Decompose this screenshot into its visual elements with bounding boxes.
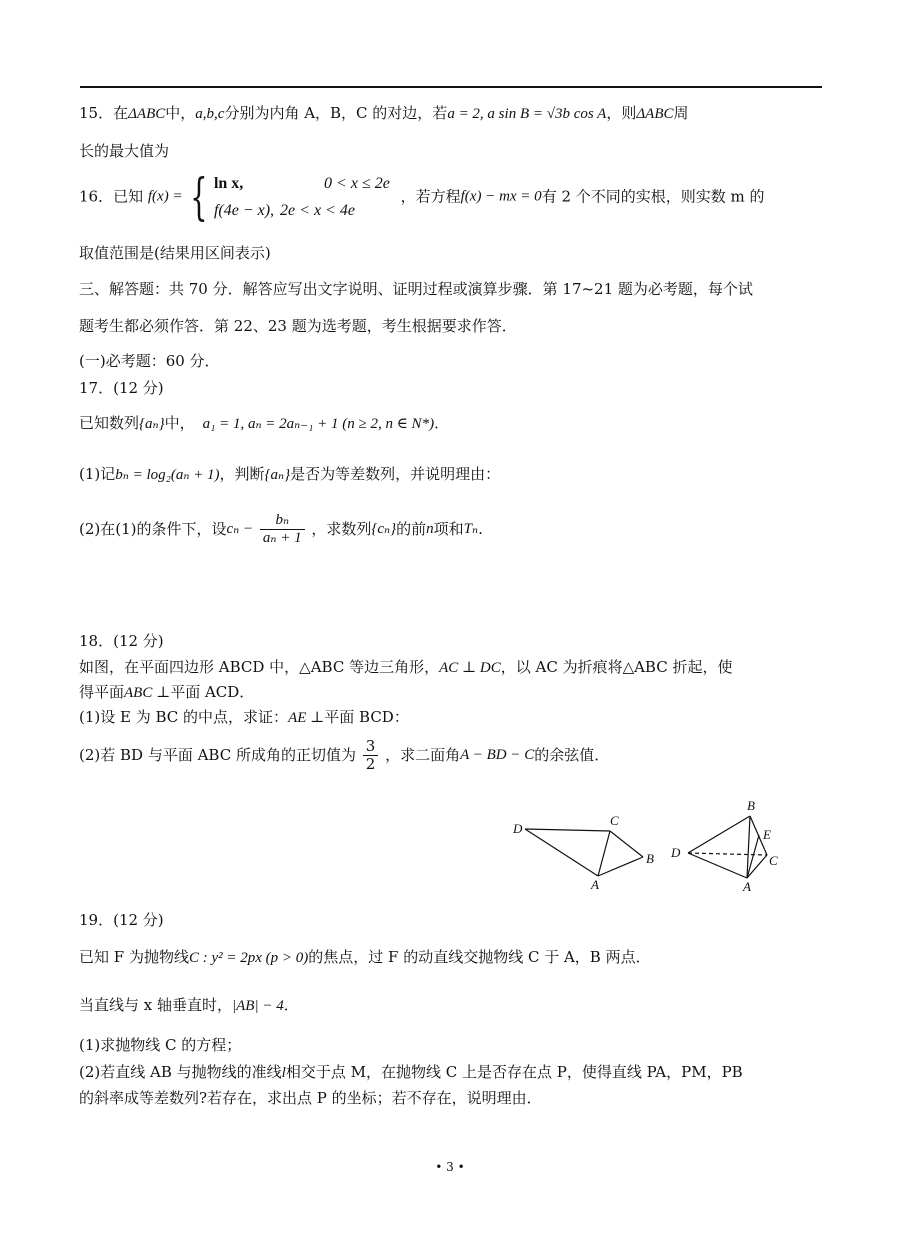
q17-stem-b: 中， [164,414,195,432]
q19-cond-equation: |AB| − 4 [232,998,284,1014]
q18-p2-b: ，求二面角 [385,745,461,764]
fig-label-b2: B [747,798,755,813]
q16-number: 16．已知 [79,187,144,206]
fig-label-c1: C [610,813,619,828]
q17-part2 [79,512,823,547]
q17-part1 [79,465,823,486]
edge-ab [598,857,643,876]
edge-db [688,816,750,853]
q15-triangle: ΔABC [128,106,166,122]
q18-stem2-a: 得平面 [79,683,125,701]
fig-label-d2: D [671,845,681,860]
q18-stem2-relation: ABC ⊥ [124,685,171,701]
q16-case1-cond: 0 < x ≤ 2e [324,175,390,192]
q17-recurrence: a₁ = 1, aₙ = 2aₙ₋₁ + 1 (n ≥ 2, n ∈ N*) [202,416,435,432]
q17-p2-a: (2)在(1)的条件下，设 [79,519,227,538]
q18-figure [505,795,790,900]
q16-text-b: 有 2 个不同的实根，则实数 m 的 [541,187,765,206]
q18-p1-relation: AE ⊥ [288,710,325,726]
q19-cond-b: ． [283,996,299,1014]
section3-line2: 题考生都必须作答．第 22、23 题为选考题，考生根据要求作答． [79,317,517,335]
edge-ca [598,831,610,876]
q15-sides: a,b,c [195,106,225,122]
q15-text-d: ，则 [606,104,637,122]
q16-piecewise [214,170,396,224]
q19-stem [79,948,823,969]
q17-p2-T: Tₙ [463,520,479,537]
q16-case2-cond: 2e < x < 4e [280,202,355,220]
q17-p2-f: . [478,519,483,538]
q18-heading: 18．(12 分) [79,632,164,650]
q19-condition [79,996,823,1017]
figure-planar-quadrilateral [525,829,643,876]
q17-p2-c-label: cₙ − [226,520,254,537]
q17-p2-sequence: {cₙ} [371,520,397,537]
q15-number: 15． [79,104,114,122]
q16-case1-expr: ln x, [213,175,244,192]
q18-p2-numerator: 3 [363,738,379,756]
q18-p2-angle: A − BD − C [460,746,535,763]
q19-p2-b: 相交于点 M，在抛物线 C 上是否存在点 P，使得直线 PA，PM，PB [285,1063,743,1081]
q17-p2-n: n [426,520,434,537]
fig-label-a2: A [743,879,751,894]
q19-heading: 19．(12 分) [79,911,164,929]
q17-p2-fraction [260,512,305,547]
edge-dc [525,829,610,831]
q16-function-label: f(x) = [147,188,183,205]
fig-label-b1: B [646,851,654,866]
q18-p2-a: (2)若 BD 与平面 ABC 所成角的正切值为 [79,745,356,764]
q18-stem-line2 [79,683,823,704]
q17-p2-d: 的前 [396,519,427,538]
section3-line1: 三、解答题：共 70 分．解答应写出文字说明、证明过程或演算步骤．第 17~21 题为必考题，每个试 [79,280,753,298]
q18-p2-denominator: 2 [365,754,376,773]
q18-stem-line1 [79,658,823,679]
q16-line2: 取值范围是(结果用区间表示) [79,244,271,262]
q15-condition: a = 2, a sin B = √3b cos A [447,106,607,122]
q15-text-a: 在 [113,104,129,122]
q19-part2 [79,1063,823,1084]
q17-p2-numerator: bₙ [260,512,305,530]
q17-stem [79,414,823,435]
q15-triangle-2: ΔABC [636,106,674,122]
q17-p1-c: 是否为等差数列，并说明理由： [290,465,501,483]
q17-heading: 17．(12 分) [79,379,164,397]
q18-stem1-a: 如图，在平面四边形 ABCD 中，△ABC 等边三角形， [79,658,440,676]
q18-p1-a: (1)设 E 为 BC 的中点，求证： [79,708,289,726]
q16-text-a: ，若方程 [400,187,461,206]
q17-p1-a: (1)记 [79,465,116,483]
q17-p2-denominator: aₙ + 1 [262,529,302,546]
q17-p1-b: ，判断 [219,465,265,483]
q15-text-c: 分别为内角 A，B，C 的对边，若 [224,104,448,122]
edge-dc-hidden [688,853,767,855]
q17-stem-c: ． [434,414,450,432]
q17-p2-b: ，求数列 [311,519,372,538]
header-rule [80,86,822,88]
q19-part1: (1)求抛物线 C 的方程； [79,1036,242,1054]
q16-brace: { [190,168,208,227]
q18-stem2-b: 平面 ACD． [170,683,255,701]
fig-label-e2: E [763,827,771,842]
fig-label-a1: A [591,877,599,892]
q18-p2-fraction [363,738,379,773]
section3-line3: (一)必考题：60 分． [79,352,220,370]
q19-stem-b: 的焦点，过 F 的动直线交抛物线 C 于 A，B 两点． [308,948,651,966]
edge-da-2 [688,853,747,878]
fig-label-d1: D [513,821,523,836]
q18-p1-b: 平面 BCD： [324,708,409,726]
edge-da [525,829,598,876]
q19-parabola: C : y² = 2px (p > 0) [188,950,309,966]
q18-stem1-relation: AC ⊥ DC [439,660,501,676]
q18-part2 [79,738,823,773]
q18-part1 [79,708,823,729]
q19-stem-a: 已知 F 为抛物线 [79,948,189,966]
q19-part2-line2: 的斜率成等差数列?若存在，求出点 P 的坐标；若不存在，说明理由． [79,1089,542,1107]
question-15 [79,104,823,125]
q17-sequence: {aₙ} [139,416,165,432]
q19-p2-l: l [281,1065,286,1081]
fig-label-c2: C [769,853,778,868]
page-number: • 3 • [435,1160,465,1174]
q17-p2-e: 项和 [433,519,464,538]
q15-line2: 长的最大值为 [79,142,170,160]
question-16 [79,168,823,227]
q16-case2-expr: f(4e − x), [213,202,275,220]
q17-stem-a: 已知数列 [79,414,140,432]
q19-cond-a: 当直线与 x 轴垂直时， [79,996,232,1014]
q18-stem1-b: ，以 AC 为折痕将△ABC 折起，使 [500,658,733,676]
q15-text-b: 中， [165,104,196,122]
q19-p2-a: (2)若直线 AB 与抛物线的准线 [79,1063,282,1081]
q16-equation: f(x) − mx = 0 [460,188,542,205]
figure-folded-pyramid [688,816,767,878]
q18-p2-c: 的余弦值． [534,745,610,764]
q17-p1-definition: bₙ = log₂(aₙ + 1) [115,467,220,483]
q17-p1-sequence: {aₙ} [264,467,291,483]
edge-cb [610,831,643,857]
q15-text-e: 周 [673,104,689,122]
